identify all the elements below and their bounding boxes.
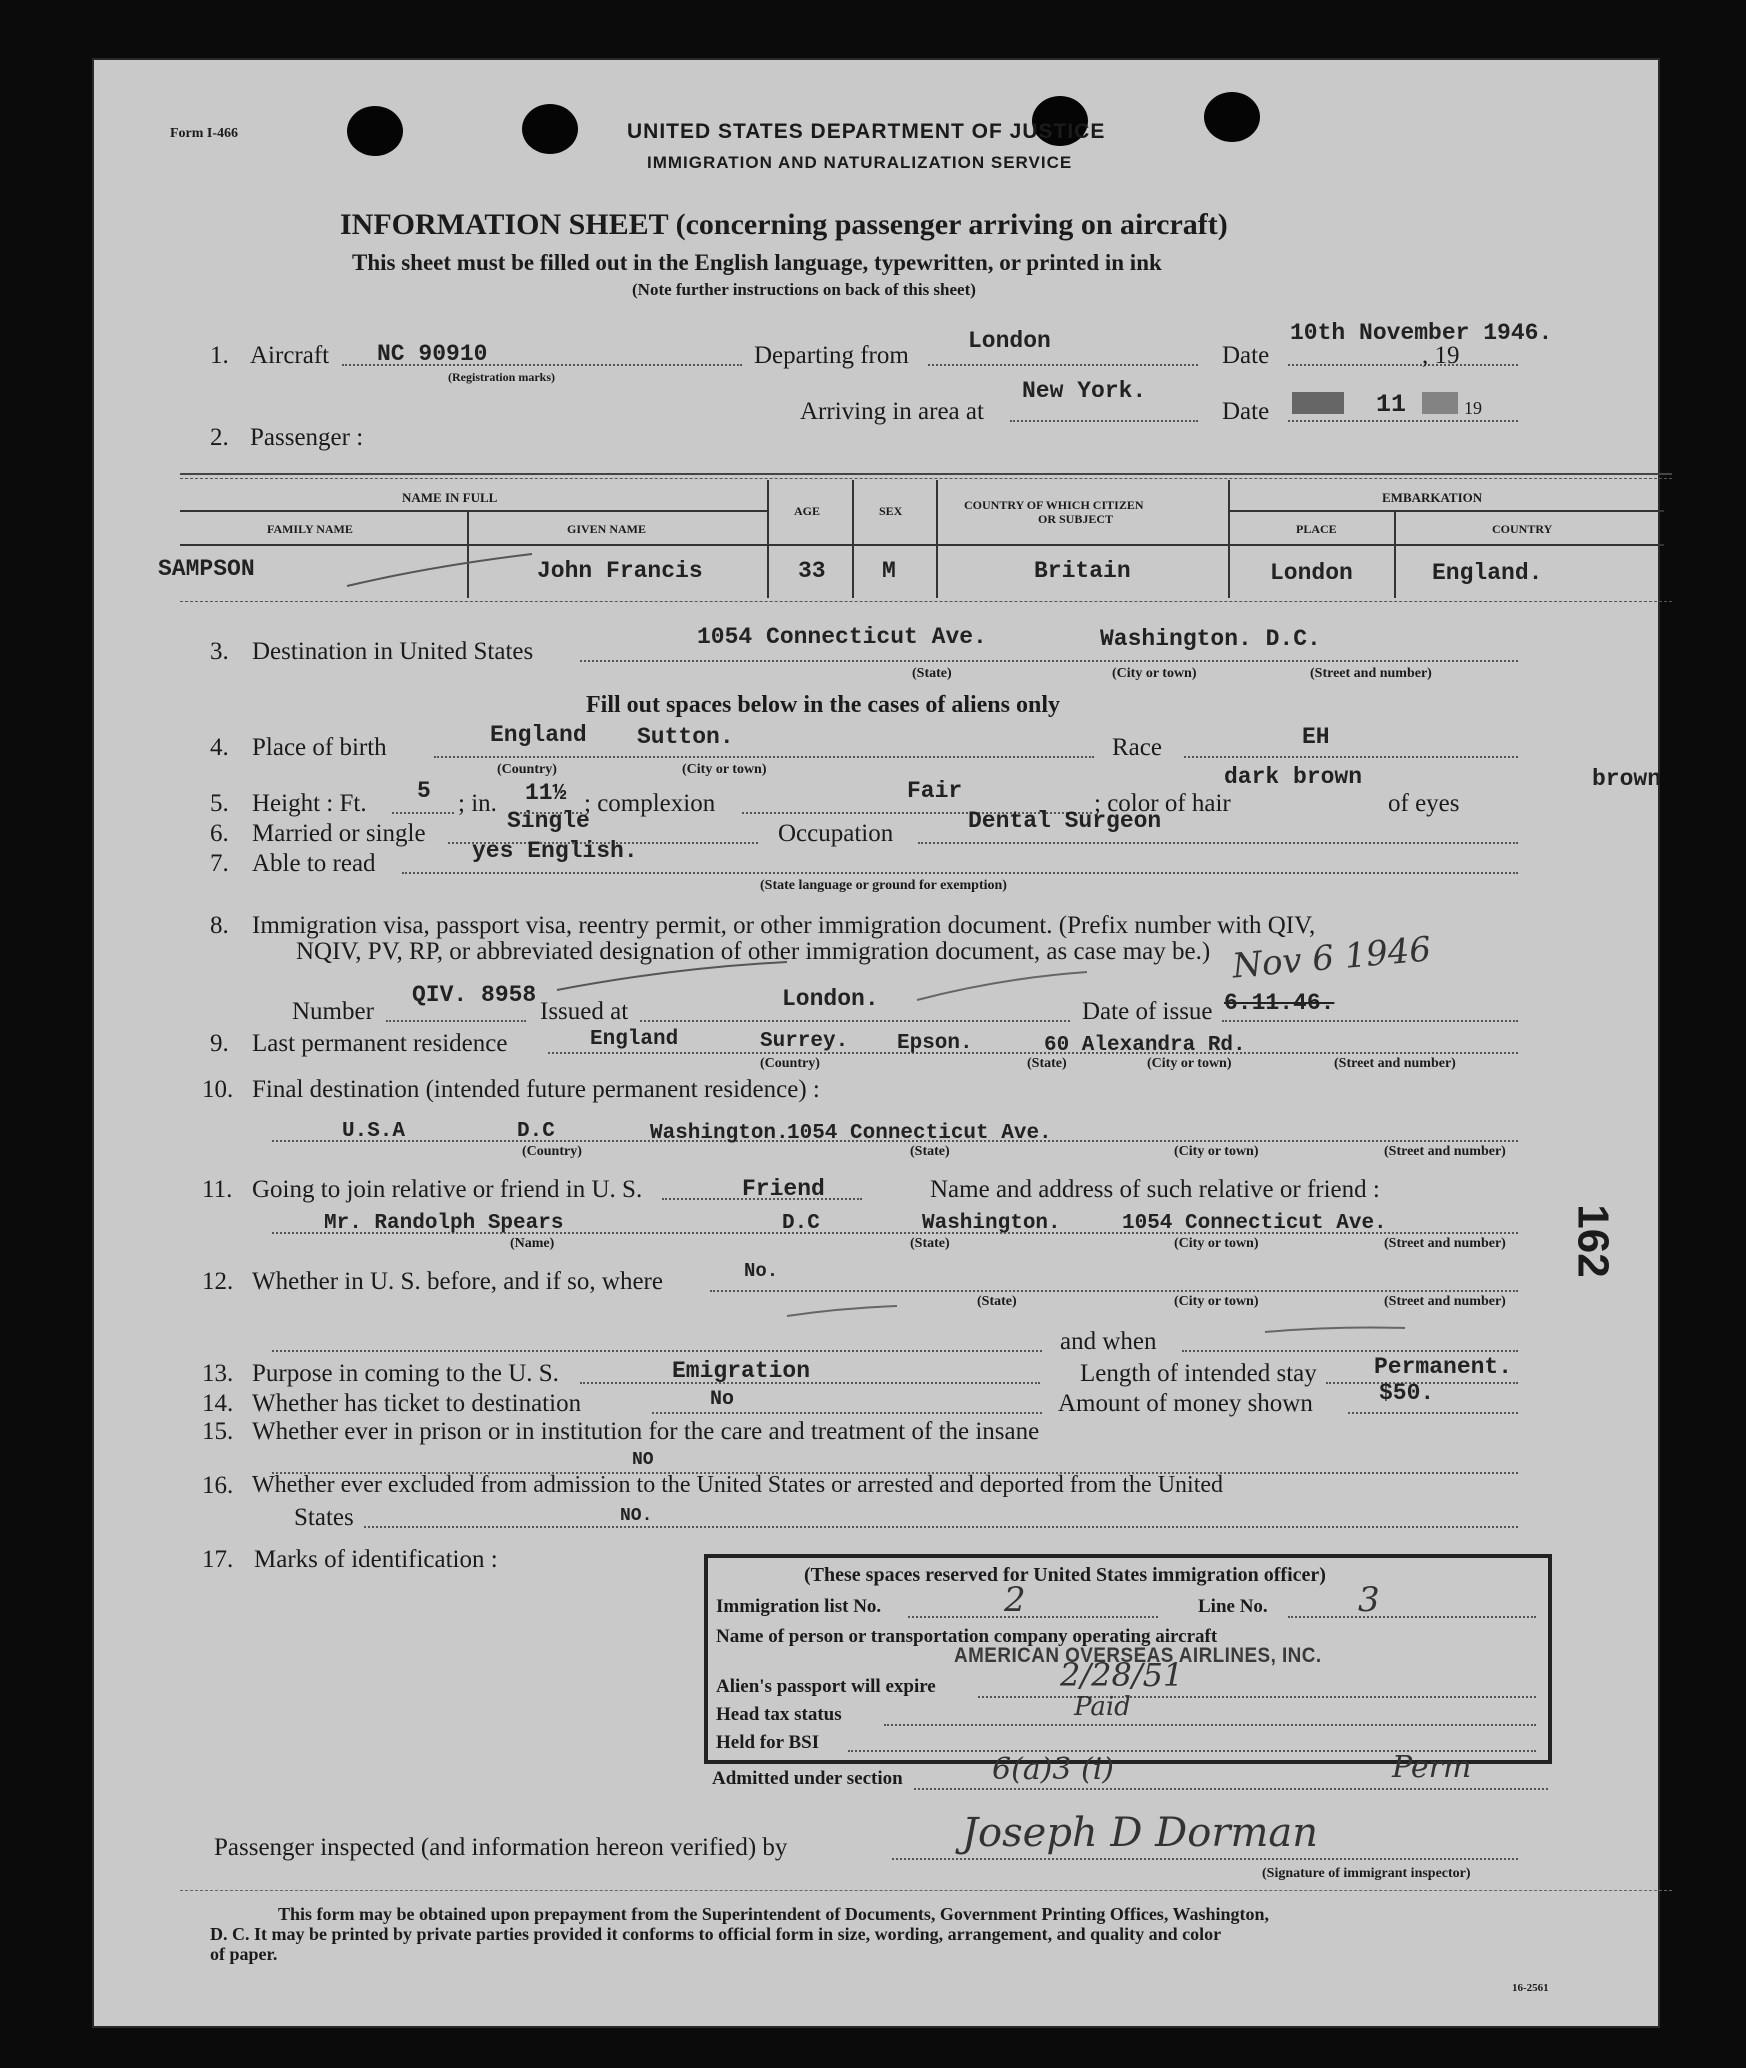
read-caption: (State language or ground for exemption) <box>760 878 1007 893</box>
aliens-note: Fill out spaces below in the cases of aliens only <box>586 692 1061 718</box>
city-caption: (City or town) <box>1174 1236 1259 1251</box>
print-code: 16-2561 <box>1512 1982 1549 1994</box>
street-caption: (Street and number) <box>1384 1236 1506 1251</box>
item-number: 1. <box>210 342 229 369</box>
visa-instructions: Immigration visa, passport visa, reentry permit, or other immigration document. (Prefix number with QIV, <box>252 912 1316 939</box>
footer-note-2: D. C. It may be printed by private parties provided it conforms to official form in size, wording, arrangement, and quality and color <box>210 1924 1222 1944</box>
passport-expiry: 2/28/51 <box>1060 1656 1184 1694</box>
issue-date-handwritten: Nov 6 1946 <box>1230 929 1433 987</box>
birth-city: Sutton. <box>637 724 734 750</box>
excluded-label: Whether ever excluded from admission to the United States or arrested and deported from the United <box>252 1472 1224 1498</box>
departing-value: London <box>968 328 1051 354</box>
prison-value: NO <box>632 1450 654 1470</box>
registration-note: (Registration marks) <box>448 370 555 384</box>
pen-stroke <box>912 968 1092 1008</box>
read-value: yes English. <box>472 838 638 864</box>
arrival-stamp-blot <box>1422 392 1458 414</box>
complexion-value: Fair <box>907 778 963 804</box>
given-name-header: GIVEN NAME <box>567 522 647 536</box>
section-value: 6(a)3 (i) <box>992 1752 1115 1787</box>
friend-street: 1054 Connecticut Ave. <box>1122 1212 1387 1235</box>
residence-street: 60 Alexandra Rd. <box>1044 1034 1246 1057</box>
visa-instructions-2: NQIV, PV, RP, or abbreviated designation of other immigration document, as case may be.) <box>296 938 1211 965</box>
eyes-value: brown <box>1592 766 1662 792</box>
previous-visit-value: No. <box>744 1260 779 1282</box>
inspection-label: Passenger inspected (and information hereon verified) by <box>214 1834 788 1861</box>
list-label: Immigration list No. <box>716 1596 882 1617</box>
given-name: John Francis <box>537 558 703 584</box>
department-name: UNITED STATES DEPARTMENT OF JUSTICE <box>627 120 1106 143</box>
name-in-full-header: NAME IN FULL <box>402 490 498 505</box>
marital-label: Married or single <box>252 820 426 847</box>
item-number: 4. <box>210 734 229 761</box>
officer-box-title: (These spaces reserved for United States immigration officer) <box>804 1564 1326 1586</box>
embarkation-country: England. <box>1432 560 1543 586</box>
pen-stroke <box>342 546 542 596</box>
destination-address: 1054 Connecticut Ave. <box>697 624 987 650</box>
punch-hole <box>1204 92 1260 142</box>
item-number: 9. <box>210 1030 229 1057</box>
birth-country: England <box>490 722 587 748</box>
city-caption: (City or town) <box>1147 1056 1232 1071</box>
excluded-value: NO. <box>620 1506 653 1526</box>
height-inches: 11½ <box>525 780 567 806</box>
item-number: 14. <box>202 1390 234 1417</box>
pen-stroke <box>1260 1320 1410 1340</box>
item-number: 17. <box>202 1546 234 1573</box>
operator-label: Name of person or transportation company operating aircraft <box>716 1626 1218 1647</box>
family-name: SAMPSON <box>158 556 255 582</box>
arriving-value: New York. <box>1022 378 1147 404</box>
street-caption: (Street and number) <box>1384 1294 1506 1309</box>
purpose-value: Emigration <box>672 1358 811 1384</box>
identification-label: Marks of identification : <box>254 1546 498 1573</box>
officer-box <box>704 1554 1552 1764</box>
aircraft-value: NC 90910 <box>377 341 488 367</box>
issue-date: 6.11.46. <box>1224 990 1335 1016</box>
bsi-label: Held for BSI <box>716 1732 820 1753</box>
read-label: Able to read <box>252 850 376 877</box>
issued-value: London. <box>782 986 879 1012</box>
form-number: Form I-466 <box>170 126 239 141</box>
race-value: EH <box>1302 724 1330 750</box>
arriving-label: Arriving in area at <box>800 398 984 425</box>
state-caption: (State) <box>912 666 952 681</box>
complexion-label: ; complexion <box>584 790 716 817</box>
sex-header: SEX <box>879 504 903 518</box>
height-inches-label: ; in. <box>458 790 497 817</box>
age-header: AGE <box>794 504 821 518</box>
hair-value: dark brown <box>1224 764 1363 790</box>
arrival-date: 11 <box>1376 390 1407 419</box>
arrival-date-label: Date <box>1222 398 1270 425</box>
stay-value: Permanent. <box>1374 1354 1513 1380</box>
airline-stamp: AMERICAN OVERSEAS AIRLINES, INC. <box>954 1644 1322 1667</box>
residence-city: Epson. <box>897 1032 973 1055</box>
excluded-label-2: States <box>294 1504 354 1531</box>
height-feet: 5 <box>417 778 431 804</box>
tax-label: Head tax status <box>716 1704 842 1725</box>
destination-label: Destination in United States <box>252 638 534 665</box>
tax-status: Paid <box>1074 1692 1131 1722</box>
when-label: and when <box>1060 1328 1157 1355</box>
street-caption: (Street and number) <box>1384 1144 1506 1159</box>
relative-address-label: Name and address of such relative or friend : <box>930 1176 1380 1203</box>
side-page-number: 162 <box>1568 1204 1618 1278</box>
footer-note: This form may be obtained upon prepayment from the Superintendent of Documents, Government Printing Offices, Washington, <box>278 1904 1270 1924</box>
city-caption: (City or town) <box>1174 1144 1259 1159</box>
issued-label: Issued at <box>540 998 629 1025</box>
punch-hole <box>347 106 403 156</box>
destination-city: Washington. D.C. <box>1100 626 1321 652</box>
item-number: 2. <box>210 424 229 451</box>
item-number: 5. <box>210 790 229 817</box>
embarkation-header: EMBARKATION <box>1382 490 1483 505</box>
citizenship-header: COUNTRY OF WHICH CITIZEN <box>964 498 1144 512</box>
country-caption: (Country) <box>760 1056 820 1071</box>
date-suffix: , 19 <box>1422 342 1460 369</box>
item-number: 7. <box>210 850 229 877</box>
item-number: 12. <box>202 1268 234 1295</box>
height-label: Height : Ft. <box>252 790 367 817</box>
final-destination-label: Final destination (intended future permanent residence) : <box>252 1076 820 1103</box>
friend-state: D.C <box>782 1212 820 1235</box>
citizenship-header-2: OR SUBJECT <box>1038 512 1114 526</box>
item-number: 8. <box>210 912 229 939</box>
residence-label: Last permanent residence <box>252 1030 508 1057</box>
item-number: 3. <box>210 638 229 665</box>
occupation-value: Dental Surgeon <box>968 808 1162 834</box>
age: 33 <box>798 558 826 584</box>
arrival-date-suffix: 19 <box>1464 398 1482 418</box>
residence-state: Surrey. <box>760 1030 849 1053</box>
form-sheet <box>92 58 1660 2028</box>
passenger-label: Passenger : <box>250 424 364 451</box>
city-caption: (City or town) <box>1174 1294 1259 1309</box>
footer-note-3: of paper. <box>210 1944 278 1964</box>
pen-stroke <box>782 1296 902 1326</box>
page-title: INFORMATION SHEET (concerning passenger arriving on aircraft) <box>340 208 1228 241</box>
list-value: 2 <box>1004 1580 1026 1620</box>
ticket-label: Whether has ticket to destination <box>252 1390 582 1417</box>
hair-label: ; color of hair <box>1094 790 1231 817</box>
name-caption: (Name) <box>510 1236 555 1251</box>
join-value: Friend <box>742 1176 825 1202</box>
state-caption: (State) <box>1027 1056 1067 1071</box>
inspector-signature: Joseph D Dorman <box>962 1810 1318 1856</box>
pen-stroke <box>552 958 792 998</box>
race-label: Race <box>1112 734 1162 761</box>
final-state: D.C <box>517 1120 555 1143</box>
money-label: Amount of money shown <box>1058 1390 1313 1417</box>
visa-number-label: Number <box>292 998 374 1025</box>
instructions-line: This sheet must be filled out in the English language, typewritten, or printed in ink <box>352 250 1162 275</box>
city-caption: (City or town) <box>682 762 767 777</box>
line-value: 3 <box>1358 1580 1380 1620</box>
country-caption: (Country) <box>497 762 557 777</box>
marital-status: Single <box>507 808 590 834</box>
line-label: Line No. <box>1198 1596 1268 1617</box>
issue-date-label: Date of issue <box>1082 998 1213 1025</box>
service-name: IMMIGRATION AND NATURALIZATION SERVICE <box>647 153 1073 172</box>
arrival-stamp-blot <box>1292 392 1344 414</box>
final-city: Washington. <box>650 1122 789 1145</box>
aircraft-label: Aircraft <box>250 342 330 369</box>
money-value: $50. <box>1379 1380 1435 1406</box>
birthplace-label: Place of birth <box>252 734 387 761</box>
instructions-note: (Note further instructions on back of this sheet) <box>632 280 976 299</box>
punch-hole <box>522 104 578 154</box>
item-number: 15. <box>202 1418 234 1445</box>
state-caption: (State) <box>910 1236 950 1251</box>
item-number: 6. <box>210 820 229 847</box>
occupation-label: Occupation <box>778 820 894 847</box>
join-label: Going to join relative or friend in U. S. <box>252 1176 643 1203</box>
eyes-label: of eyes <box>1388 790 1460 817</box>
embarkation-place: London <box>1270 560 1353 586</box>
date-label: Date <box>1222 342 1270 369</box>
departure-date: 10th November 1946. <box>1290 320 1553 346</box>
country-caption: (Country) <box>522 1144 582 1159</box>
residence-country: England <box>590 1028 679 1051</box>
sex: M <box>882 558 896 584</box>
citizenship: Britain <box>1034 558 1131 584</box>
state-caption: (State) <box>910 1144 950 1159</box>
signature-caption: (Signature of immigrant inspector) <box>1262 1866 1471 1881</box>
country-header: COUNTRY <box>1492 522 1553 536</box>
friend-city: Washington. <box>922 1212 1061 1235</box>
item-number: 16. <box>202 1472 234 1499</box>
item-number: 10. <box>202 1076 234 1103</box>
purpose-label: Purpose in coming to the U. S. <box>252 1360 559 1387</box>
final-country: U.S.A <box>342 1120 406 1143</box>
street-caption: (Street and number) <box>1310 666 1432 681</box>
item-number: 11. <box>202 1176 233 1203</box>
city-caption: (City or town) <box>1112 666 1197 681</box>
stay-label: Length of intended stay <box>1080 1360 1317 1387</box>
departing-label: Departing from <box>754 342 909 369</box>
passport-label: Alien's passport will expire <box>716 1676 936 1697</box>
section-extra: Perm <box>1392 1750 1472 1785</box>
previous-visit-label: Whether in U. S. before, and if so, where <box>252 1268 663 1295</box>
place-header: PLACE <box>1296 522 1337 536</box>
state-caption: (State) <box>977 1294 1017 1309</box>
visa-number: QIV. 8958 <box>412 982 537 1008</box>
friend-name: Mr. Randolph Spears <box>324 1212 564 1235</box>
final-street: 1054 Connecticut Ave. <box>787 1122 1052 1145</box>
ticket-value: No <box>710 1388 735 1411</box>
item-number: 13. <box>202 1360 234 1387</box>
prison-label: Whether ever in prison or in institution for the care and treatment of the insane <box>252 1418 1040 1445</box>
family-name-header: FAMILY NAME <box>267 522 353 536</box>
street-caption: (Street and number) <box>1334 1056 1456 1071</box>
section-label: Admitted under section <box>712 1768 903 1789</box>
